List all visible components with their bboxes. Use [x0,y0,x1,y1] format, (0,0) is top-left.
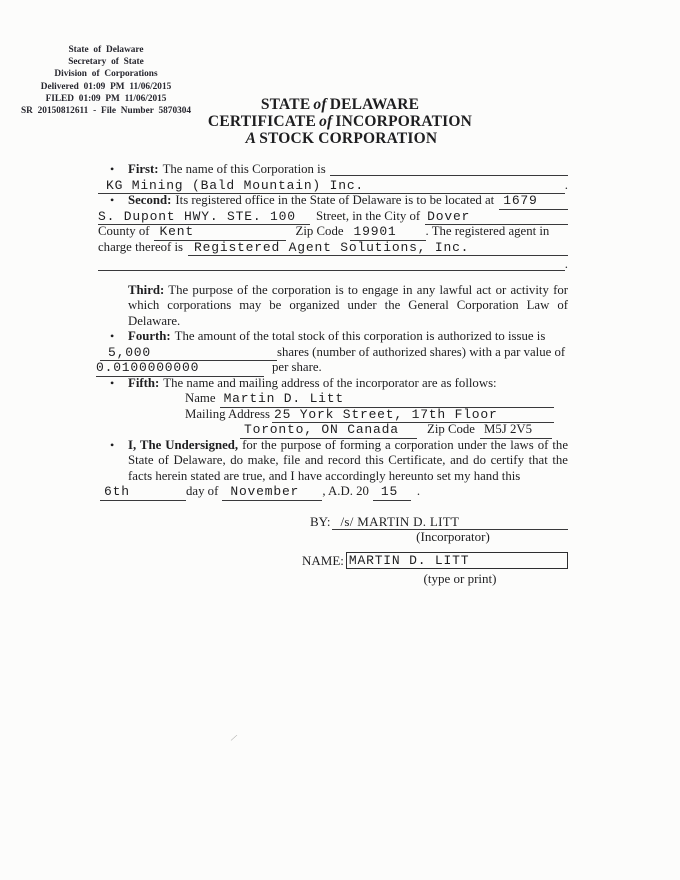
street-name-value: S. Dupont HWY. STE. 100 [98,209,310,226]
first-line-2 [96,178,568,194]
month-value: November [222,484,322,501]
name-line [302,552,568,570]
incorporator-name-value: Martin D. Litt [220,391,554,408]
title-state: STATE [260,96,311,113]
mailing-address-label: Mailing Address [185,406,270,421]
title-delaware: DELAWARE [329,96,420,113]
third-text: The purpose of the corporation is to engage in any lawful act or activity for which corporations may be organized under the General Corporation Law of Delaware. [128,282,568,328]
fifth-line-1 [96,376,568,392]
fourth-line-1 [96,329,568,345]
second-line-4 [96,240,568,256]
type-or-print-caption: (type or print) [423,570,497,586]
fifth-label: Fifth: [128,375,160,390]
third-paragraph [96,283,568,330]
undersigned-text: for the purpose of forming a corporation under the laws of the State of Delaware, do make, file and record this Certificate, and do certify that the facts herein stated are true, and I have accordingly hereunto set my hand this [128,437,568,483]
title-certificate: CERTIFICATE [207,113,317,130]
second-text-4: Zip Code [295,224,344,238]
bullet-icon: • [110,162,115,176]
undersigned-date-line [96,484,568,500]
document-body [96,162,568,586]
second-line-3 [96,224,568,240]
stamp-line-filed: FILED 01:09 PM 11/06/2015 [45,93,167,104]
undersigned-paragraph [96,438,568,485]
day-value: 6th [100,484,186,501]
zip-code-value: 19901 [350,224,426,241]
stamp-line-state: State of Delaware [68,45,144,55]
city-value: Dover [425,209,568,226]
scan-artifact: ⁄ [231,732,236,745]
by-line [302,514,568,530]
registered-agent-value: Registered Agent Solutions, Inc. [188,240,568,257]
printed-name-box [346,552,568,569]
fourth-line-2 [96,345,568,361]
title-line-3 [0,130,680,147]
fourth-text-2: shares (number of authorized shares) with a par value of [277,344,566,359]
ad-20-text: , A.D. 20 [322,484,369,498]
first-text: The name of this Corporation is [162,162,326,176]
incorporator-zip-label: Zip Code [427,422,475,436]
period: . [564,177,568,192]
street-number-value: 1679 [499,193,568,210]
name-field-label: Name [185,391,216,405]
city-state-value: Toronto, ON Canada [240,422,417,439]
fourth-text-3: per share. [272,360,322,374]
shares-value: 5,000 [100,345,277,362]
corporation-name-value: KG Mining (Bald Mountain) Inc. [98,178,565,195]
year-value: 15 [373,484,411,501]
mailing-address-value: 25 York Street, 17th Floor [272,407,554,424]
period: . [564,257,568,271]
second-line-1 [96,193,568,209]
title-of-2: of [319,113,333,130]
second-line-5 [96,257,568,273]
blank-underline [330,173,568,176]
bullet-icon: • [110,375,115,390]
second-text-3: County of [98,224,150,238]
title-stock-corporation: STOCK CORPORATION [259,130,438,147]
bullet-icon: • [110,193,115,207]
fifth-text: The name and mailing address of the incorporator are as follows: [163,375,497,390]
title-a: A [245,130,257,147]
fourth-text-1: The amount of the total stock of this corporation is authorized to issue is [174,329,546,343]
first-label: First: [128,162,159,176]
third-label: Third: [128,282,165,297]
fifth-line-2 [96,391,568,407]
second-label: Second: [128,193,172,207]
bullet-icon: • [110,437,115,452]
par-value: 0.0100000000 [96,360,264,377]
second-text-1: Its registered office in the State of Delaware is to be located at [175,193,495,207]
printed-name-value: MARTIN D. LITT [348,553,470,568]
by-label: BY: [310,513,331,529]
second-line-2 [96,209,568,225]
county-value: Kent [154,224,286,241]
name-label: NAME: [302,552,344,568]
signature-block [302,514,568,587]
stamp-line-delivered: Delivered 01:09 PM 11/06/2015 [40,81,172,92]
blank-underline [98,268,565,271]
second-text-2: Street, in the City of [316,208,421,223]
filing-stamp [20,44,192,117]
incorporator-caption: (Incorporator) [416,529,490,544]
second-text-6: charge thereof is [98,239,184,254]
undersigned-label: I, The Undersigned, [128,437,239,452]
incorporator-zip-value: M5J 2V5 [480,422,552,439]
fifth-line-4 [96,422,568,438]
stamp-line-secretary: Secretary of State [68,57,144,68]
day-of-text: day of [186,484,219,498]
second-text-5: . The registered agent in [425,224,550,238]
bullet-icon: • [110,329,115,343]
title-incorporation: INCORPORATION [335,113,473,130]
stamp-line-file-number: SR 20150812611 - File Number 5870304 [20,106,192,117]
period: . [416,484,421,498]
first-line-1 [96,162,568,178]
fifth-line-3 [96,407,568,423]
fourth-line-3 [96,360,568,376]
stamp-line-division: Division of Corporations [54,69,158,80]
signature-value: /s/ MARTIN D. LITT [332,514,568,531]
title-of-1: of [313,96,327,113]
fourth-label: Fourth: [128,329,171,343]
